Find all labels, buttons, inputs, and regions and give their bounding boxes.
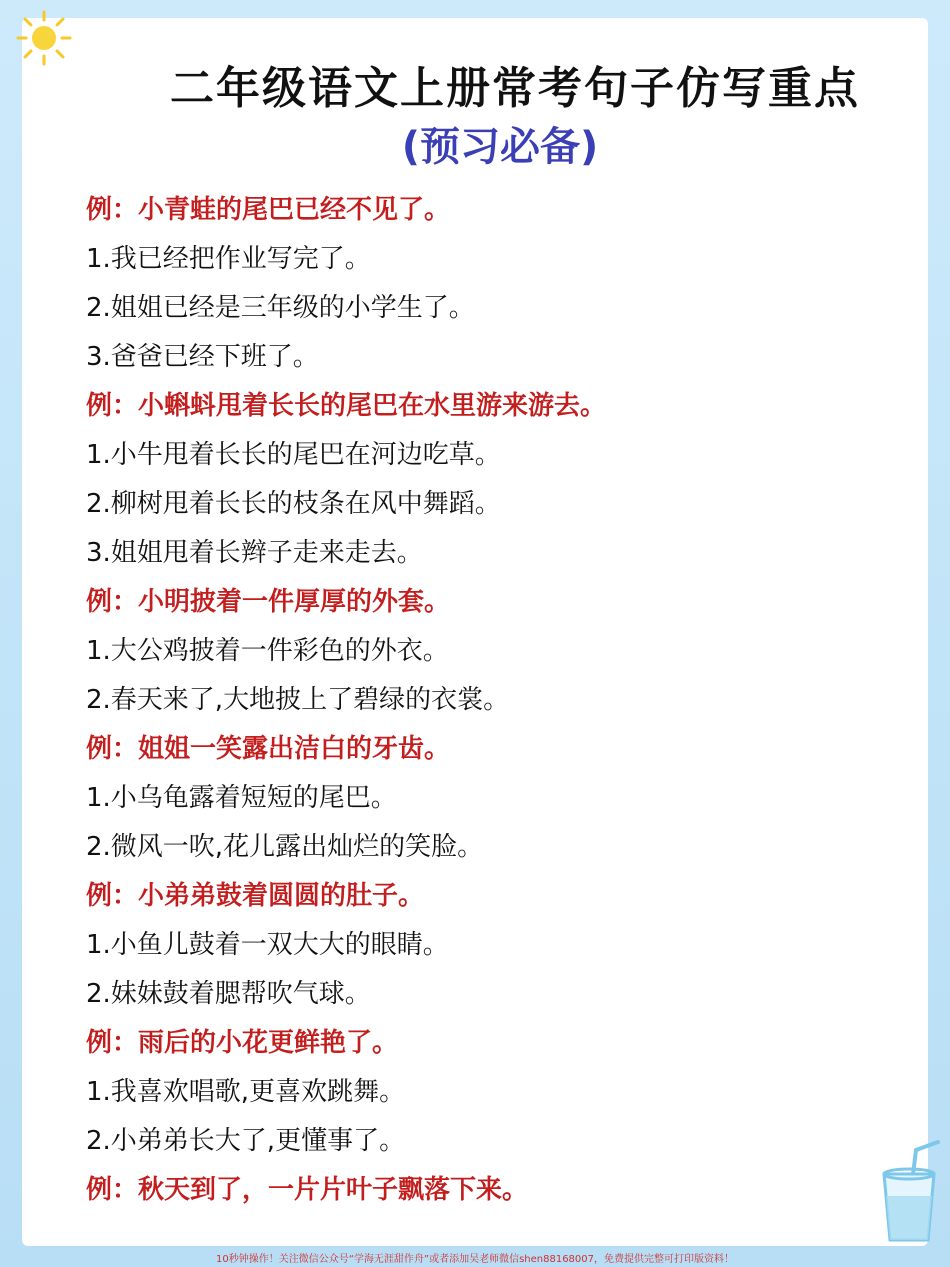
sentence-line: 1.小鱼儿鼓着一双大大的眼睛。 [86,930,449,960]
example-sentence: 例：小明披着一件厚厚的外套。 [86,587,451,617]
sentence-line: 1.我已经把作业写完了。 [86,244,371,274]
footer-notice: 10秒钟操作！关注微信公众号“学海无涯甜作舟”或者添加吴老师微信shen88168007，免费提供完整可打印版资料！ [215,1254,735,1265]
example-sentence: 例：小蝌蚪甩着长长的尾巴在水里游来游去。 [86,391,607,421]
sentence-line: 2.姐姐已经是三年级的小学生了。 [86,293,475,323]
sentence-line: 1.小牛甩着长长的尾巴在河边吃草。 [86,440,501,470]
sentence-line: 2.小弟弟长大了,更懂事了。 [86,1126,406,1156]
sentence-line: 1.大公鸡披着一件彩色的外衣。 [86,636,449,666]
example-sentence: 例：秋天到了，一片片叶子飘落下来。 [86,1175,529,1205]
sentence-line: 2.微风一吹,花儿露出灿烂的笑脸。 [86,832,484,862]
sentence-line: 2.春天来了,大地披上了碧绿的衣裳。 [86,685,510,715]
example-sentence: 例：雨后的小花更鲜艳了。 [86,1028,399,1058]
sentence-line: 1.小乌龟露着短短的尾巴。 [86,783,397,813]
sentence-list [86,186,906,1215]
example-sentence: 例：姐姐一笑露出洁白的牙齿。 [86,734,451,764]
sentence-line: 3.姐姐甩着长辫子走来走去。 [86,538,423,568]
sentence-line: 3.爸爸已经下班了。 [86,342,319,372]
example-sentence: 例：小青蛙的尾巴已经不见了。 [86,195,451,225]
sentence-line: 2.柳树甩着长长的枝条在风中舞蹈。 [86,489,501,519]
page-title: 二年级语文上册常考句子仿写重点 [170,63,860,114]
page-subtitle: (预习必备) [401,124,599,170]
sentence-line: 1.我喜欢唱歌,更喜欢跳舞。 [86,1077,406,1107]
sentence-line: 2.妹妹鼓着腮帮吹气球。 [86,979,371,1009]
water-glass-icon [876,1140,942,1246]
example-sentence: 例：小弟弟鼓着圆圆的肚子。 [86,881,425,911]
